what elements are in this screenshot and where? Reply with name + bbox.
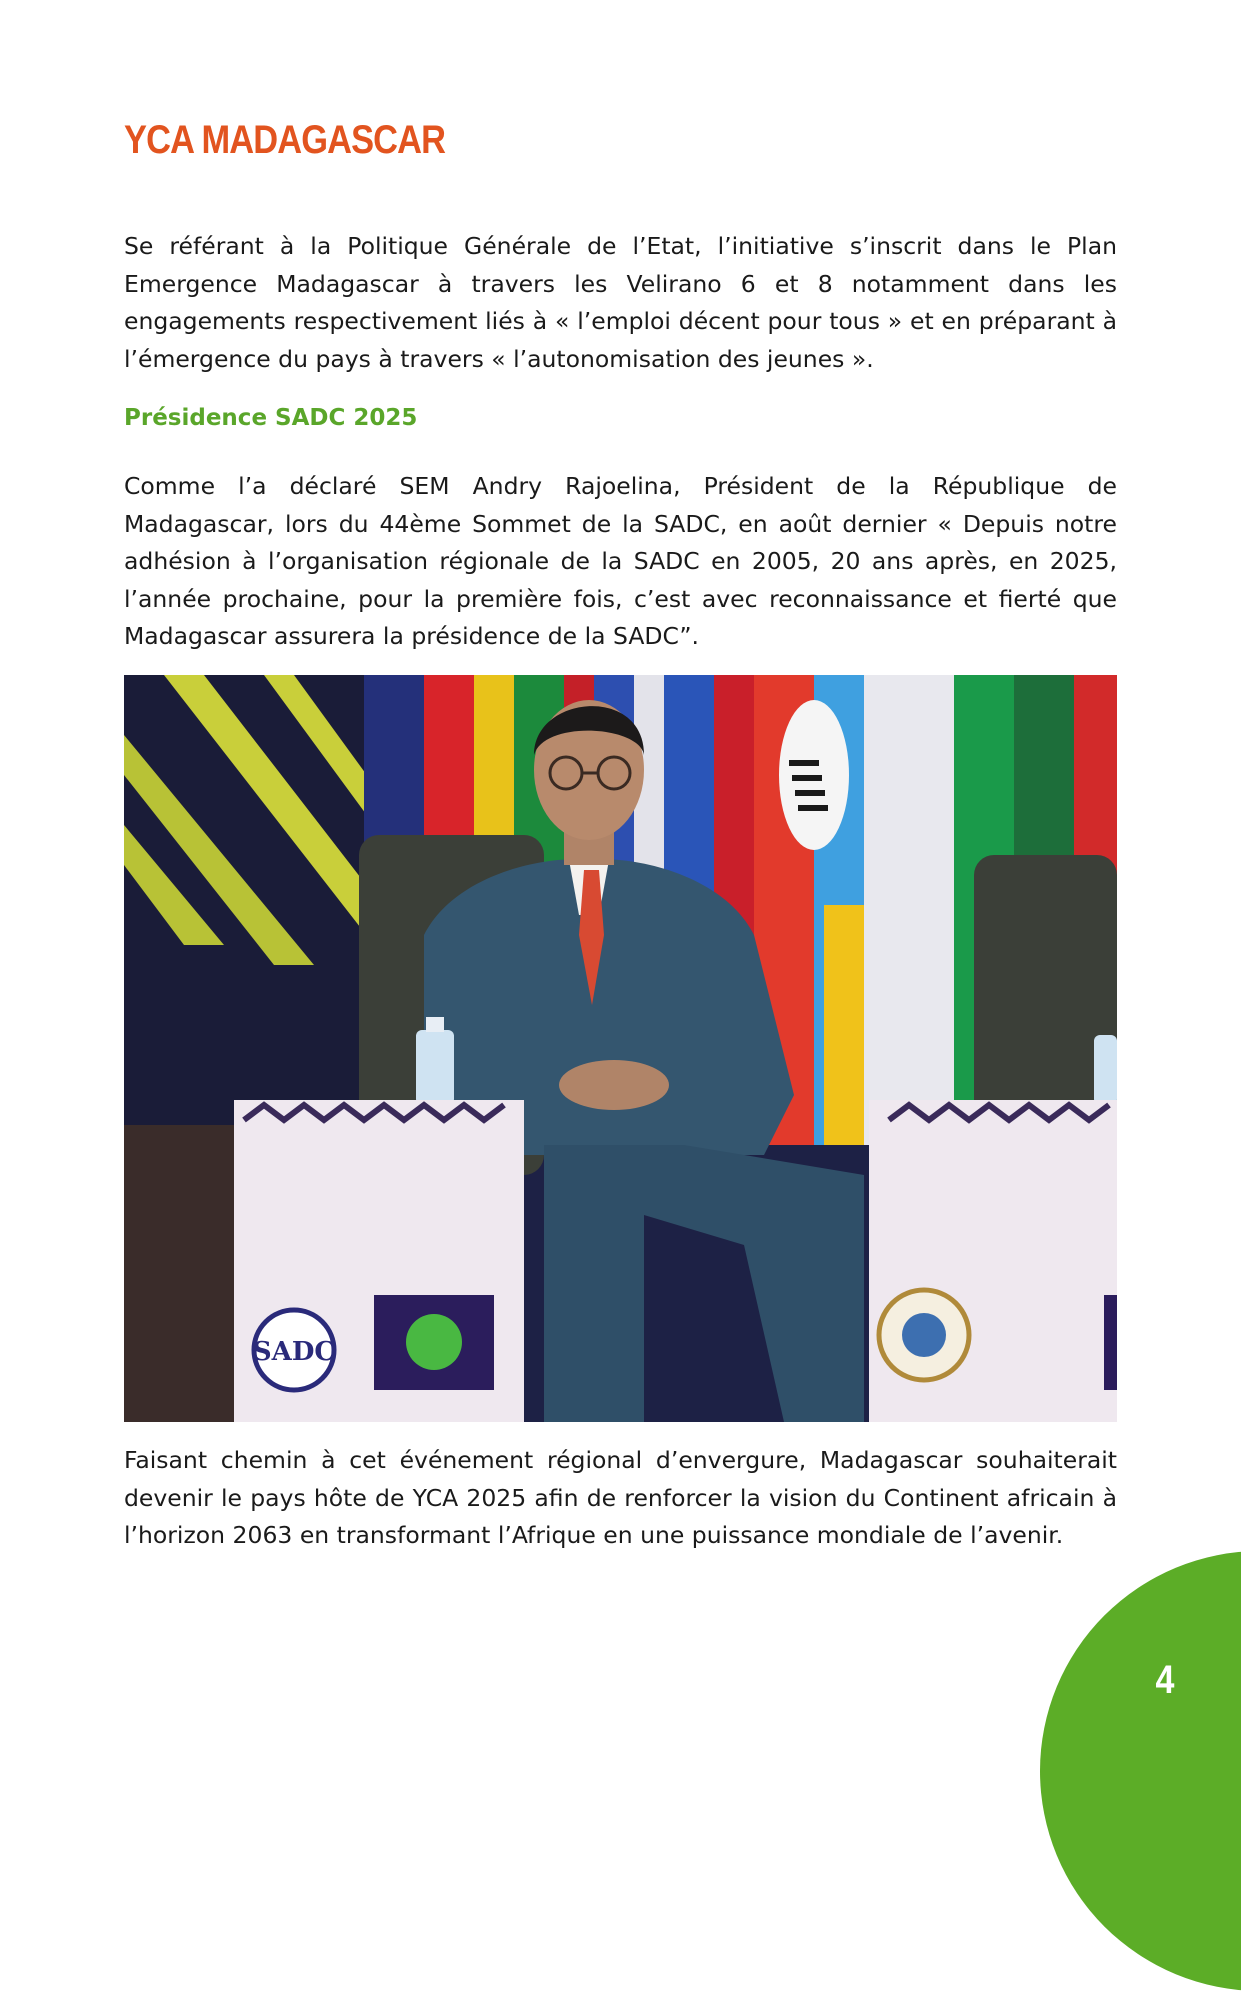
sadc-logo-text: SADC — [252, 1337, 336, 1367]
corner-decoration — [1040, 1551, 1241, 1991]
page-number: 4 — [1155, 1658, 1175, 1702]
page-title: YCA MADAGASCAR — [124, 118, 446, 162]
closing-paragraph: Faisant chemin à cet événement régional d’envergure, Madagascar souhaiterait devenir le pays hôte de YCA 2025 afin de renforcer la vision du Continent africain à l’horizon 2063 en transformant l’Afrique en une puissance mondiale de l’avenir. — [124, 1446, 1117, 1549]
intro-paragraph: Se référant à la Politique Générale de l’Etat, l’initiative s’inscrit dans le Plan Emergence Madagascar à travers les Velirano 6 et 8 notamment dans les engagements respectivement liés à « l’emploi décent pour tous » et en préparant à l’émergence du pays à travers « l’autonomisation des jeunes ». — [124, 232, 1117, 373]
quote-paragraph: Comme l’a déclaré SEM Andry Rajoelina, Président de la République de Madagascar, lors du 44ème Sommet de la SADC, en août dernier « Depuis notre adhésion à l’organisation régionale de la SADC en 2005, 20 ans après, en 2025, l’année prochaine, pour la première fois, c’est avec reconnaissance et fierté que Madagascar assurera la présidence de la SADC”. — [124, 472, 1117, 650]
summit-photo — [124, 675, 1117, 1422]
section-heading: Présidence SADC 2025 — [124, 405, 418, 431]
